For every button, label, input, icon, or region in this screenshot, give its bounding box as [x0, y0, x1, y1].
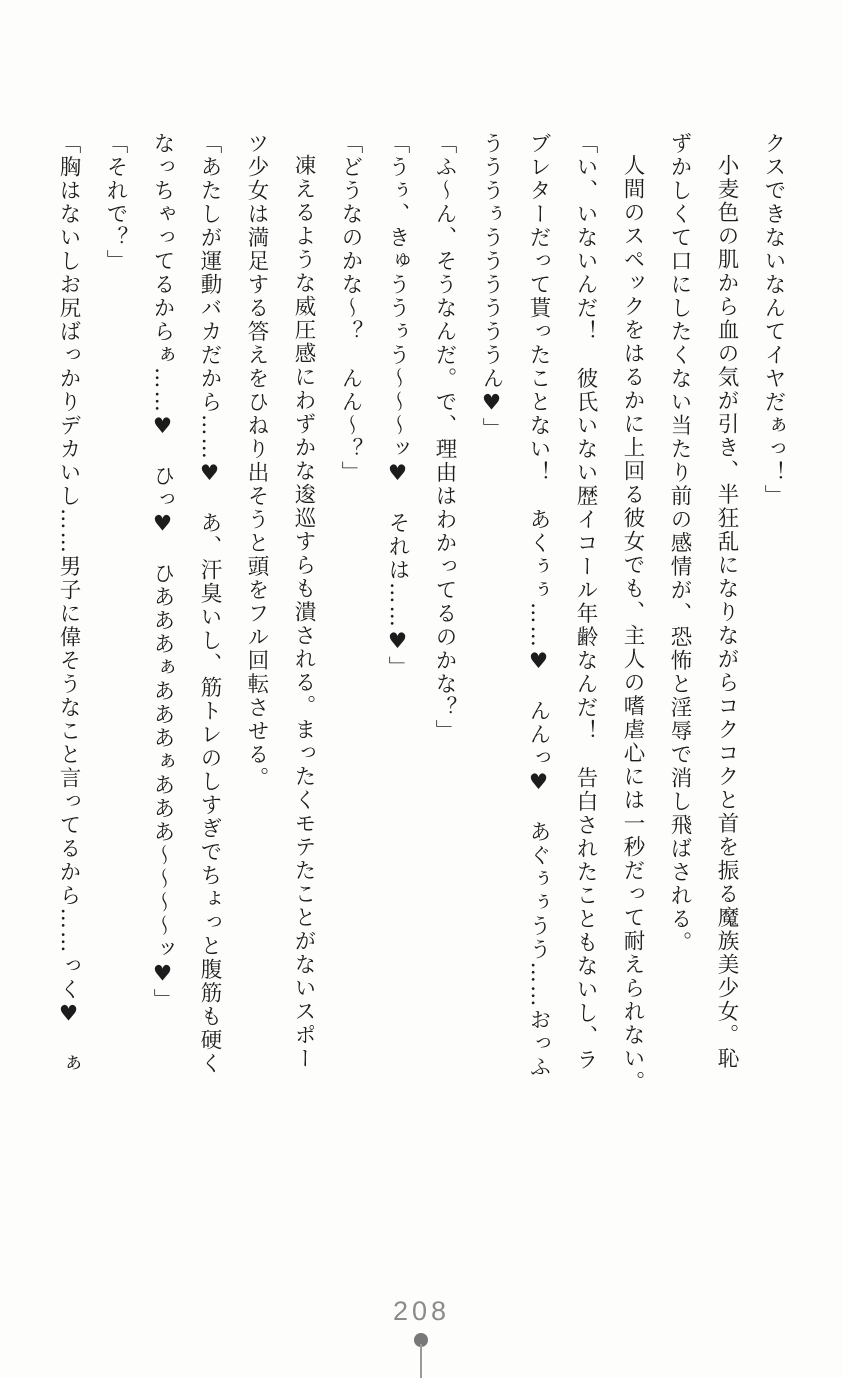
text-line: 「うぅ、きゅううぅう〜〜〜ッ♥ それは……♥」 [385, 132, 410, 680]
text-line: 凍えるような威圧感にわずかな逡巡すらも潰される。まったくモテたことがないスポー [291, 153, 316, 1070]
text-line: なっちゃってるからぁ……♥ ひっ♥ ひあああぁあああぁあああ〜〜〜〜ッ♥」 [150, 132, 175, 1012]
text-line: 「い、いないんだ！ 彼氏いない歴イコール年齢なんだ！ 告白されたこともないし、ラ [573, 132, 598, 1072]
text-line: ブレターだって貰ったことない！ あくぅぅ……♥ んんっ♥ あぐぅぅうう……おっふ [526, 132, 551, 1079]
text-line: 人間のスペックをはるかに上回る彼女でも、主人の嗜虐心には一秒だって耐えられない。 [620, 153, 645, 1094]
text-line: 「それで？」 [103, 132, 128, 273]
text-line: うううぅううううううん♥」 [479, 132, 504, 441]
text-line: 小麦色の肌から血の気が引き、半狂乱になりながらコクコクと首を振る魔族美少女。恥 [714, 153, 739, 1070]
text-line: 「ふ〜ん、そうなんだ。で、理由はわかってるのかな？」 [432, 132, 457, 743]
text-line: 「どうなのかな〜？ んん〜？」 [338, 132, 363, 485]
vertical-text-block [45, 132, 797, 1176]
text-line: ずかしくて口にしたくない当たり前の感情が、恐怖と淫辱で消し飛ばされる。 [667, 132, 692, 955]
pin-marker-line [420, 1344, 422, 1378]
text-line: ツ少女は満足する答えをひねり出そうと頭をフル回転させる。 [244, 132, 269, 790]
page-number: 208 [392, 1296, 451, 1326]
text-line: 「胸はないしお尻ばっかりデカいし……男子に偉そうなこと言ってるから……っく♥ ぁ [56, 132, 81, 1076]
text-line: 「あたしが運動バカだから……♥ あ、汗臭いし、筋トレのしすぎでちょっと腹筋も硬く [197, 132, 222, 1076]
text-line: クスできないなんてイヤだぁっ！」 [761, 132, 786, 508]
